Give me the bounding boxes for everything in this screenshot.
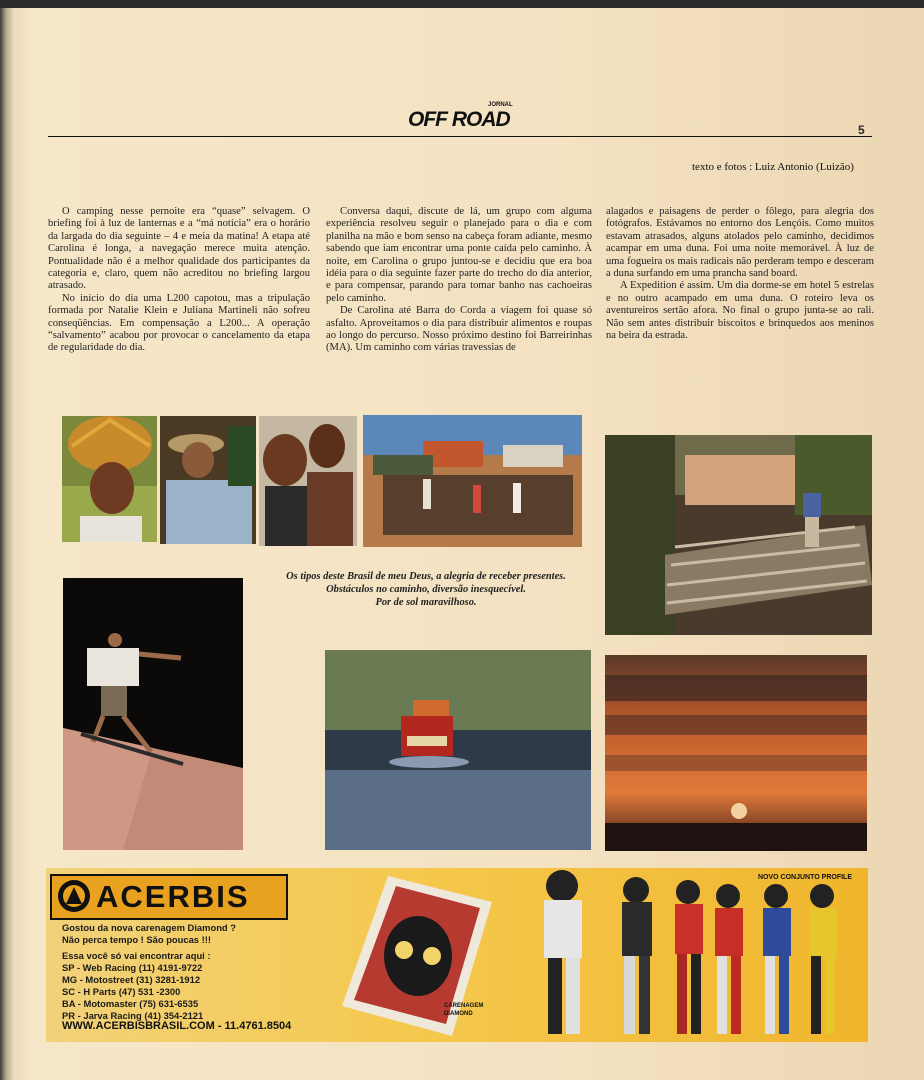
rider-figure (622, 877, 652, 1034)
photo-sunset (605, 655, 867, 851)
acerbis-emblem-icon (56, 878, 92, 914)
page-spine (0, 0, 22, 1080)
article-column-2 (326, 206, 592, 355)
children-portrait-image (259, 416, 357, 546)
riders-lineup (518, 868, 868, 1042)
paragraph: O camping nesse pernoite era “quase” selvagem. O briefing foi à luz de lanternas e a “má notícia” era o horário da largada do dia seguinte – 4 e meia da matina! A etapa até Carolina é longa, a navegação merece muita atenção. Pontualidade não é a melhor qualidade dos participantes da categoria e, claro, quem não acreditou no briefing largou atrasado. (48, 206, 310, 292)
broken-bridge-image (605, 435, 872, 635)
rider-figure (715, 884, 743, 1034)
crowd-image (363, 415, 582, 547)
photo-broken-bridge (605, 435, 872, 635)
paragraph: A Expedition é assim. Um dia dorme-se em hotel 5 estrelas e no outro acampado em uma duna. O roteiro leva os aventureiros sertão afora. No final o grupo junta-se ao rali. Não sem antes distribuir biscoitos e brinquedos aos meninos na beira da estrada. (606, 280, 874, 342)
ad-store-mg: MG - Motostreet (31) 3281-1912 (62, 974, 201, 985)
rider-figure (809, 884, 837, 1034)
photo-man-portrait (160, 416, 256, 544)
ad-headline-2: Não perca tempo ! São poucas !!! (62, 934, 211, 945)
article-column-1 (48, 206, 310, 355)
ad-store-sp: SP - Web Racing (11) 4191-9722 (62, 962, 203, 973)
woman-portrait-image (62, 416, 157, 542)
fairing-label-line-2: DIAMOND (444, 1011, 473, 1017)
ad-headline-1: Gostou da nova carenagem Diamond ? (62, 922, 236, 933)
river-crossing-image (325, 650, 591, 850)
logo-title: OFF ROAD (408, 108, 510, 131)
acerbis-brand-name: ACERBIS (96, 879, 250, 914)
ad-find-here: Essa você só vai encontrar aqui : (62, 950, 211, 961)
ad-store-ba: BA - Motomaster (75) 631-6535 (62, 998, 199, 1009)
ad-store-pr: PR - Jarva Racing (41) 354-2121 (62, 1010, 204, 1021)
logo-jornal-label: JORNAL (488, 102, 513, 108)
new-set-label: NOVO CONJUNTO PROFILE (758, 874, 852, 881)
paragraph: No início do dia uma L200 capotou, mas a tripulação formada por Natalie Klein e Juliana Martineli não sofreu conseqüências. Em compensação a L200... A operação “salvamento” acabou por provocar o cancelamento da etapa de regularidade do dia. (48, 292, 310, 354)
caption-line-3: Por de sol maravilhoso. (375, 597, 477, 608)
header-rule (48, 136, 872, 137)
page-number: 5 (858, 123, 865, 137)
caption-line-1: Os tipos deste Brasil de meu Deus, a alegria de receber presentes. (286, 571, 566, 582)
paragraph: Conversa daqui, discute de lá, um grupo com alguma experiência resolveu seguir o planejado para o dia e com planilha na mão e bom senso na cabeça foram adiante, mesmo sabendo que iam encontrar uma ponte caída pelo caminho. À noite, em Carolina o grupo juntou-se e decidiu que era boa idéia para o dia seguinte fazer parte do trecho do dia anterior, e para compensar, parando para tomar banho nas cachoeiras pelo caminho. (326, 206, 592, 304)
off-road-logo (408, 104, 520, 134)
caption-line-2: Obstáculos no caminho, diversão inesquecível. (326, 584, 526, 595)
sandboarding-image (63, 578, 243, 850)
rider-figure (675, 880, 703, 1034)
paragraph: De Carolina até Barra do Corda a viagem foi quase só asfalto. Aproveitamos o dia para distribuir alimentos e roupas ao longo do percurso. Nosso próximo destino foi Barreirinhas (MA). Um caminho com várias travessias de (326, 305, 592, 354)
photo-river-crossing (325, 650, 591, 850)
ad-store-sc: SC - H Parts (47) 531 -2300 (62, 986, 181, 997)
photo-caption (252, 570, 600, 609)
rider-figure (763, 884, 791, 1034)
paragraph: alagados e paisagens de perder o fôlego, para alegria dos fotógrafos. Estávamos no entorno dos Lençóis. Como muitos estavam atrasados, alguns atolados pelo caminho, decidimos acampar em uma duna. Foi uma noite memorável. À luz de uma fogueira os mais radicais não perderam tempo e desceram a duna surfando em uma prancha sand board. (606, 206, 874, 280)
man-portrait-image (160, 416, 256, 544)
article-column-3 (606, 206, 874, 342)
acerbis-advertisement (46, 868, 868, 1042)
fairing-label-line-1: CARENAGEM (444, 1003, 484, 1009)
photo-woman-portrait (62, 416, 157, 542)
top-border (0, 0, 924, 8)
photo-credit: texto e fotos : Luiz Antonio (Luizão) (692, 161, 854, 173)
photo-crowd (363, 415, 582, 547)
photo-children-portrait (259, 416, 357, 546)
photo-sandboarding (63, 578, 243, 850)
ad-website: WWW.ACERBISBRASIL.COM - 11.4761.8504 (62, 1020, 292, 1032)
acerbis-logo (50, 874, 288, 920)
rider-figure (544, 870, 582, 1034)
fairing-label (444, 1002, 483, 1018)
sunset-image (605, 655, 867, 851)
